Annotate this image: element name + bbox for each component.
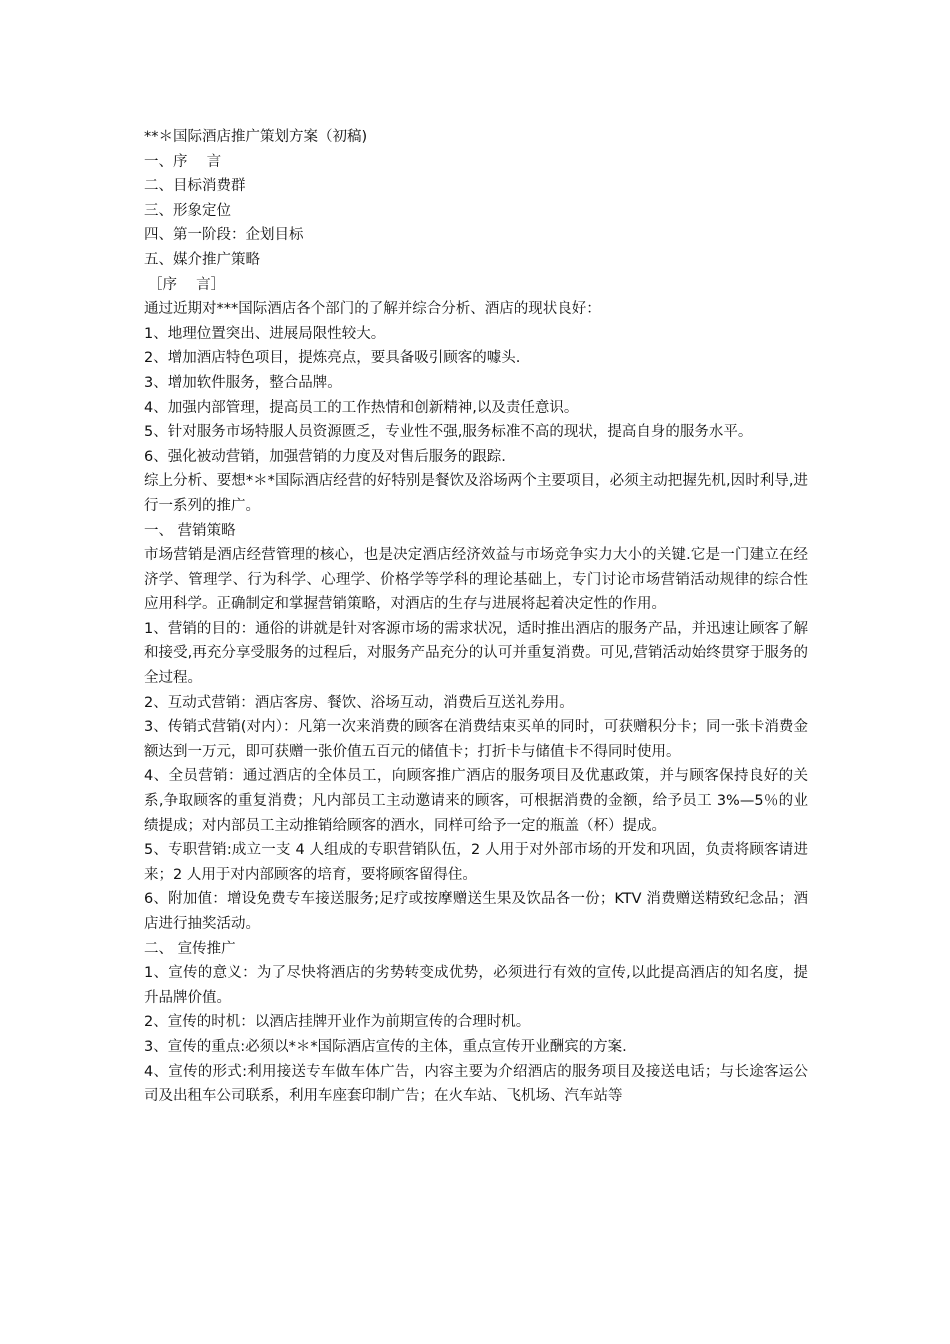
marketing-item: 5、专职营销:成立一支 4 人组成的专职营销队伍，2 人用于对外部市场的开发和巩固，负责将顾客请进来；2 人用于对内部顾客的培育，要将顾客留得住。 — [144, 842, 808, 883]
section-intro-marketing: 市场营销是酒店经营管理的核心，也是决定酒店经济效益与市场竞争实力大小的关键.它是一门建立在经济学、管理学、行为科学、心理学、价格学等学科的理论基础上，专门讨论市场营销活动规律的综合性应用科学。正确制定和掌握营销策略，对酒店的生存与进展将起着决定性的作用。 — [144, 547, 808, 613]
marketing-item: 2、互动式营销：酒店客房、餐饮、浴场互动，消费后互送礼券用。 — [144, 694, 574, 711]
toc-item: 四、第一阶段：企划目标 — [144, 227, 304, 244]
toc-item: 三、形象定位 — [144, 202, 231, 219]
preface-point: 4、加强内部管理，提高员工的工作热情和创新精神,以及责任意识。 — [144, 399, 579, 416]
promotion-item: 3、宣传的重点:必须以*＊*国际酒店宣传的主体，重点宣传开业酬宾的方案. — [144, 1038, 627, 1055]
section-heading-marketing: 一、 营销策略 — [144, 522, 236, 539]
section-heading-promotion: 二、 宣传推广 — [144, 940, 236, 957]
marketing-item: 3、传销式营销(对内）：凡第一次来消费的顾客在消费结束买单的同时，可获赠积分卡；同一张卡消费金额达到一万元，即可获赠一张价值五百元的储值卡；打折卡与储值卡不得同时使用。 — [144, 719, 808, 760]
toc-item: 一、序 言 — [144, 153, 222, 170]
promotion-item: 4、宣传的形式:利用接送专车做车体广告，内容主要为介绍酒店的服务项目及接送电话；与长途客运公司及出租车公司联系，利用车座套印制广告；在火车站、飞机场、汽车站等 — [144, 1063, 808, 1105]
promotion-item: 1、宣传的意义：为了尽快将酒店的劣势转变成优势，必须进行有效的宣传,以此提高酒店的知名度，提升品牌价值。 — [144, 965, 808, 1006]
preface-summary: 综上分析、要想*＊*国际酒店经营的好特别是餐饮及浴场两个主要项目，必须主动把握先机,因时利导,进行一系列的推广。 — [144, 473, 808, 514]
document-body — [144, 125, 808, 1109]
preface-point: 5、针对服务市场特服人员资源匮乏，专业性不强,服务标准不高的现状，提高自身的服务水平。 — [144, 424, 753, 441]
marketing-item: 1、营销的目的：通俗的讲就是针对客源市场的需求状况，适时推出酒店的服务产品，并迅速让顾客了解和接受,再充分享受服务的过程后，对服务产品充分的认可并重复消费。可见,营销活动始终贯穿于服务的全过程。 — [144, 620, 808, 687]
preface-intro: 通过近期对***国际酒店各个部门的了解并综合分析、酒店的现状良好： — [144, 301, 601, 318]
document-title: **＊国际酒店推广策划方案（初稿) — [144, 129, 368, 145]
toc-item: 二、目标消费群 — [144, 178, 246, 195]
preface-heading: ［序 言］ — [148, 276, 226, 293]
marketing-item: 6、附加值：增设免费专车接送服务;足疗或按摩赠送生果及饮品各一份；KTV 消费赠送精致纪念品；酒店进行抽奖活动。 — [144, 891, 808, 932]
promotion-item: 2、宣传的时机：以酒店挂牌开业作为前期宣传的合理时机。 — [144, 1014, 531, 1031]
preface-point: 6、强化被动营销，加强营销的力度及对售后服务的跟踪. — [144, 448, 506, 465]
marketing-item: 4、全员营销：通过酒店的全体员工，向顾客推广酒店的服务项目及优惠政策，并与顾客保持良好的关系,争取顾客的重复消费；凡内部员工主动邀请来的顾客，可根据消费的金额，给予员工 3%—5％的业绩提成；对内部员工主动推销给顾客的酒水，同样可给予一定的瓶盖（杯）提成。 — [144, 768, 808, 834]
toc-item: 五、媒介推广策略 — [144, 251, 260, 268]
preface-point: 1、地理位置突出、进展局限性较大。 — [144, 325, 386, 342]
preface-point: 2、增加酒店特色项目，提炼亮点，要具备吸引顾客的噱头. — [144, 350, 521, 367]
preface-point: 3、增加软件服务，整合品牌。 — [144, 374, 342, 391]
